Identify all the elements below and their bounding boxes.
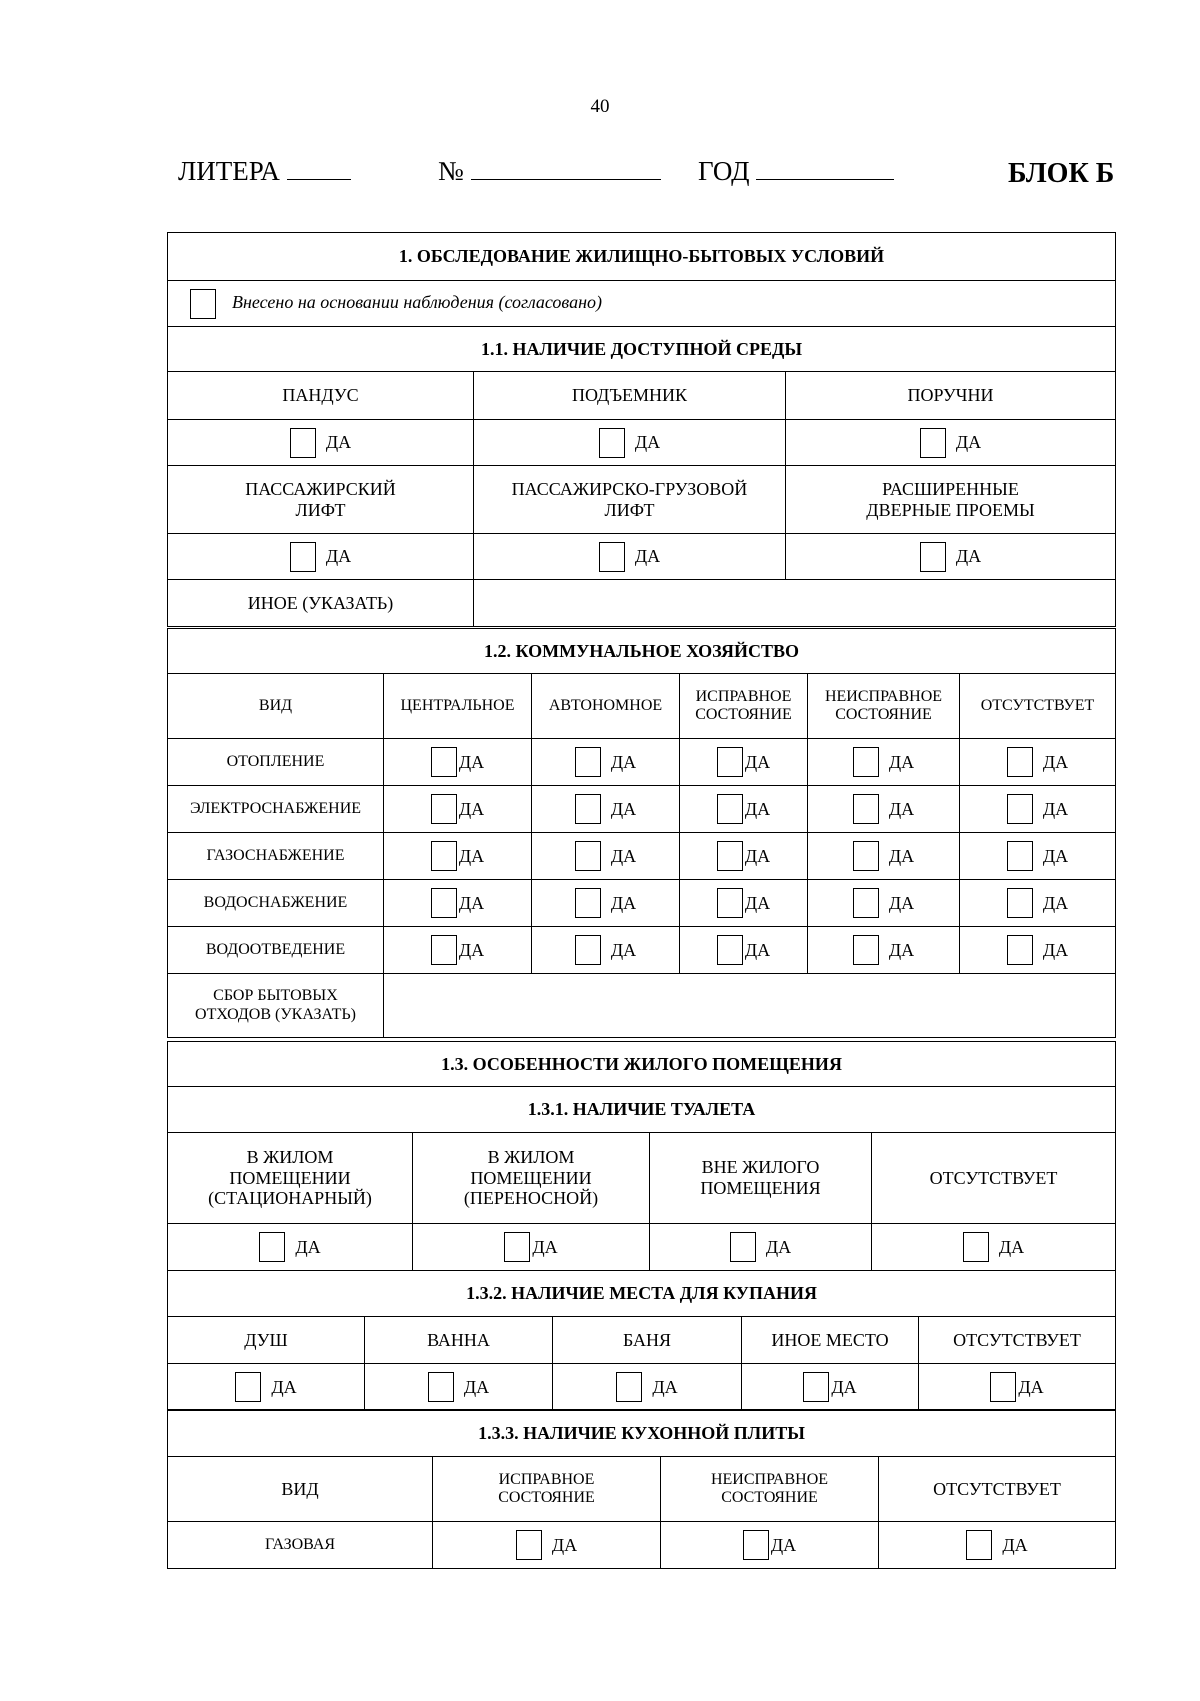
- row-label: ГАЗОСНАБЖЕНИЕ: [168, 833, 384, 880]
- column-header: ПОРУЧНИ: [786, 372, 1116, 420]
- bathing-table: [167, 1270, 1116, 1411]
- column-header: [433, 1457, 661, 1522]
- column-header: [413, 1133, 650, 1224]
- header-line: СОСТОЯНИЕ: [721, 1489, 818, 1506]
- yes-cell: [960, 927, 1116, 974]
- yes-cell: [433, 1522, 661, 1569]
- yes-label: ДА: [955, 432, 982, 453]
- yes-label: ДА: [1042, 798, 1069, 819]
- yes-label: ДА: [744, 798, 771, 819]
- column-header: [168, 1133, 413, 1224]
- other-input[interactable]: [474, 580, 1116, 627]
- checkbox[interactable]: [853, 747, 879, 777]
- column-header: ОТСУТСТВУЕТ: [872, 1133, 1116, 1224]
- label-line: СБОР БЫТОВЫХ: [213, 987, 338, 1005]
- header-line: НЕИСПРАВНОЕ: [710, 1470, 829, 1488]
- checkbox[interactable]: [1007, 747, 1033, 777]
- number-label: №: [438, 156, 464, 186]
- yes-cell: [680, 786, 808, 833]
- checkbox[interactable]: [990, 1372, 1016, 1402]
- section-title: 1.1. НАЛИЧИЕ ДОСТУПНОЙ СРЕДЫ: [168, 327, 1116, 372]
- column-header: [168, 466, 474, 534]
- header-line: ЛИФТ: [295, 499, 346, 520]
- column-header: [661, 1457, 879, 1522]
- column-header: [680, 674, 808, 739]
- observation-note: [168, 281, 1116, 327]
- section-title: 1.3. ОСОБЕННОСТИ ЖИЛОГО ПОМЕЩЕНИЯ: [168, 1042, 1116, 1087]
- checkbox[interactable]: [504, 1232, 530, 1262]
- column-header: ВИД: [168, 1457, 433, 1522]
- yes-cell: [168, 534, 474, 580]
- yes-cell: [384, 786, 532, 833]
- checkbox[interactable]: [431, 888, 457, 918]
- checkbox[interactable]: [1007, 888, 1033, 918]
- table-row: [168, 927, 1116, 974]
- column-header: [474, 466, 786, 534]
- yes-label: ДА: [1042, 939, 1069, 960]
- checkbox[interactable]: [516, 1530, 542, 1560]
- yes-cell: [474, 534, 786, 580]
- number-input[interactable]: [471, 157, 661, 180]
- subsection-title: 1.3.3. НАЛИЧИЕ КУХОННОЙ ПЛИТЫ: [168, 1410, 1116, 1457]
- year-label: ГОД: [698, 156, 750, 186]
- section-title: 1. ОБСЛЕДОВАНИЕ ЖИЛИЩНО-БЫТОВЫХ УСЛОВИЙ: [168, 233, 1116, 281]
- yes-cell: [808, 786, 960, 833]
- header-line: В ЖИЛОМ: [487, 1146, 575, 1167]
- yes-cell: [168, 1364, 365, 1411]
- checkbox[interactable]: [616, 1372, 642, 1402]
- yes-cell: [532, 786, 680, 833]
- litera-input[interactable]: [287, 157, 351, 180]
- yes-cell: [384, 927, 532, 974]
- yes-cell: [808, 880, 960, 927]
- yes-cell: [786, 534, 1116, 580]
- column-header: ОТСУТСТВУЕТ: [879, 1457, 1116, 1522]
- checkbox[interactable]: [575, 888, 601, 918]
- header-line: НЕИСПРАВНОЕ: [824, 687, 943, 705]
- checkbox[interactable]: [575, 935, 601, 965]
- yes-label: ДА: [458, 751, 485, 772]
- checkbox[interactable]: [717, 935, 743, 965]
- yes-label: ДА: [325, 546, 352, 567]
- column-header: ОТСУТСТВУЕТ: [960, 674, 1116, 739]
- yes-label: ДА: [295, 1236, 321, 1257]
- yes-cell: [650, 1224, 872, 1271]
- header-line: СОСТОЯНИЕ: [498, 1489, 595, 1506]
- checkbox[interactable]: [853, 888, 879, 918]
- checkbox[interactable]: [920, 542, 946, 572]
- checkbox[interactable]: [743, 1530, 769, 1560]
- header-line: ПОМЕЩЕНИИ: [470, 1167, 592, 1188]
- yes-cell: [532, 833, 680, 880]
- column-header: ВАННА: [365, 1317, 553, 1364]
- yes-cell: [680, 833, 808, 880]
- yes-label: ДА: [634, 432, 661, 453]
- number-field: [438, 156, 661, 187]
- yes-cell: [413, 1224, 650, 1271]
- yes-label: ДА: [831, 1376, 857, 1397]
- yes-label: ДА: [458, 939, 485, 960]
- other-label: ИНОЕ (УКАЗАТЬ): [168, 580, 474, 627]
- yes-label: ДА: [458, 798, 485, 819]
- year-field: [698, 156, 894, 187]
- checkbox[interactable]: [290, 428, 316, 458]
- yes-label: ДА: [1042, 892, 1069, 913]
- checkbox[interactable]: [730, 1232, 756, 1262]
- yes-label: ДА: [744, 939, 771, 960]
- yes-cell: [680, 739, 808, 786]
- stove-table: [167, 1409, 1116, 1569]
- column-header: ДУШ: [168, 1317, 365, 1364]
- utilities-rows: [168, 739, 1116, 974]
- column-header: [808, 674, 960, 739]
- row-label: ВОДОСНАБЖЕНИЕ: [168, 880, 384, 927]
- checkbox[interactable]: [431, 841, 457, 871]
- yes-label: ДА: [463, 1376, 490, 1397]
- toilet-table: [167, 1041, 1116, 1271]
- label-line: ОТХОДОВ (УКАЗАТЬ): [195, 1005, 356, 1023]
- yes-cell: [680, 927, 808, 974]
- checkbox[interactable]: [599, 428, 625, 458]
- yes-cell: [168, 420, 474, 466]
- yes-cell: [960, 880, 1116, 927]
- checkbox[interactable]: [575, 794, 601, 824]
- column-header: ВИД: [168, 674, 384, 739]
- yes-cell: [808, 927, 960, 974]
- column-header: ПАНДУС: [168, 372, 474, 420]
- yes-cell: [553, 1364, 742, 1411]
- checkbox[interactable]: [1007, 794, 1033, 824]
- yes-label: ДА: [1042, 751, 1069, 772]
- yes-cell: [960, 739, 1116, 786]
- checkbox[interactable]: [575, 747, 601, 777]
- checkbox[interactable]: [920, 428, 946, 458]
- checkbox[interactable]: [853, 935, 879, 965]
- yes-cell: [919, 1364, 1116, 1411]
- header-line: В ЖИЛОМ: [246, 1146, 334, 1167]
- yes-label: ДА: [744, 751, 771, 772]
- checkbox[interactable]: [853, 794, 879, 824]
- header-line: СОСТОЯНИЕ: [695, 706, 792, 723]
- yes-cell: [474, 420, 786, 466]
- yes-label: ДА: [770, 1534, 797, 1555]
- header-line: ЛИФТ: [604, 499, 655, 520]
- yes-label: ДА: [888, 798, 915, 819]
- yes-cell: [168, 1224, 413, 1271]
- checkbox[interactable]: [1007, 935, 1033, 965]
- accessibility-table: [167, 232, 1116, 627]
- yes-label: ДА: [955, 546, 982, 567]
- yes-label: ДА: [888, 751, 915, 772]
- checkbox[interactable]: [717, 794, 743, 824]
- checkbox[interactable]: [259, 1232, 285, 1262]
- yes-label: ДА: [888, 892, 915, 913]
- checkbox[interactable]: [717, 841, 743, 871]
- utilities-table: [167, 628, 1116, 1038]
- checkbox[interactable]: [235, 1372, 261, 1402]
- header-line: РАСШИРЕННЫЕ: [882, 478, 1019, 499]
- header-line: ВНЕ ЖИЛОГО: [701, 1157, 820, 1178]
- column-header: [786, 466, 1116, 534]
- yes-cell: [384, 739, 532, 786]
- checkbox[interactable]: [963, 1232, 989, 1262]
- year-input[interactable]: [756, 157, 894, 180]
- column-header: АВТОНОМНОЕ: [532, 674, 680, 739]
- column-header: ПОДЪЕМНИК: [474, 372, 786, 420]
- checkbox[interactable]: [431, 935, 457, 965]
- column-header: ОТСУТСТВУЕТ: [919, 1317, 1116, 1364]
- row-label: ВОДООТВЕДЕНИЕ: [168, 927, 384, 974]
- yes-label: ДА: [271, 1376, 297, 1397]
- yes-label: ДА: [610, 845, 637, 866]
- subsection-title: 1.3.1. НАЛИЧИЕ ТУАЛЕТА: [168, 1087, 1116, 1133]
- yes-label: ДА: [888, 939, 915, 960]
- yes-cell: [808, 833, 960, 880]
- yes-label: ДА: [551, 1534, 578, 1555]
- checkbox[interactable]: [428, 1372, 454, 1402]
- table-row: [168, 739, 1116, 786]
- yes-label: ДА: [458, 892, 485, 913]
- column-header: БАНЯ: [553, 1317, 742, 1364]
- row-label: ЭЛЕКТРОСНАБЖЕНИЕ: [168, 786, 384, 833]
- row-label: ОТОПЛЕНИЕ: [168, 739, 384, 786]
- checkbox[interactable]: [290, 542, 316, 572]
- checkbox[interactable]: [575, 841, 601, 871]
- yes-label: ДА: [1002, 1534, 1028, 1555]
- litera-field: [178, 156, 351, 187]
- table-row: [168, 880, 1116, 927]
- section-title: 1.2. КОММУНАЛЬНОЕ ХОЗЯЙСТВО: [168, 629, 1116, 674]
- yes-cell: [532, 927, 680, 974]
- header-line: ИСПРАВНОЕ: [498, 1470, 595, 1488]
- table-row: [168, 833, 1116, 880]
- checkbox[interactable]: [853, 841, 879, 871]
- yes-cell: [384, 833, 532, 880]
- yes-label: ДА: [458, 845, 485, 866]
- yes-cell: [786, 420, 1116, 466]
- table-row: [168, 786, 1116, 833]
- yes-label: ДА: [652, 1376, 678, 1397]
- yes-cell: [742, 1364, 919, 1411]
- yes-cell: [384, 880, 532, 927]
- header-line: ИСПРАВНОЕ: [695, 687, 792, 705]
- yes-label: ДА: [1018, 1376, 1044, 1397]
- checkbox[interactable]: [966, 1530, 992, 1560]
- yes-cell: [532, 739, 680, 786]
- column-header: [650, 1133, 872, 1224]
- header-line: ПАССАЖИРСКО-ГРУЗОВОЙ: [511, 478, 748, 499]
- checkbox[interactable]: [717, 888, 743, 918]
- yes-label: ДА: [765, 1236, 792, 1257]
- yes-label: ДА: [532, 1236, 558, 1257]
- header-line: ПОМЕЩЕНИИ: [229, 1167, 351, 1188]
- header-line: ПОМЕЩЕНИЯ: [700, 1178, 821, 1198]
- yes-label: ДА: [325, 432, 352, 453]
- yes-cell: [808, 739, 960, 786]
- note-text: Внесено на основании наблюдения (согласовано): [232, 291, 603, 312]
- yes-label: ДА: [998, 1236, 1025, 1257]
- yes-cell: [879, 1522, 1116, 1569]
- column-header: ИНОЕ МЕСТО: [742, 1317, 919, 1364]
- yes-label: ДА: [610, 892, 637, 913]
- page-number: 40: [590, 96, 610, 117]
- yes-cell: [960, 786, 1116, 833]
- checkbox[interactable]: [599, 542, 625, 572]
- header-line: СОСТОЯНИЕ: [835, 706, 932, 723]
- yes-label: ДА: [744, 892, 771, 913]
- block-label: БЛОК Б: [1008, 158, 1115, 189]
- yes-cell: [872, 1224, 1116, 1271]
- header-line: (ПЕРЕНОСНОЙ): [463, 1188, 599, 1209]
- yes-label: ДА: [744, 845, 771, 866]
- yes-cell: [532, 880, 680, 927]
- yes-cell: [680, 880, 808, 927]
- litera-label: ЛИТЕРА: [178, 156, 280, 186]
- column-header: ЦЕНТРАЛЬНОЕ: [384, 674, 532, 739]
- checkbox[interactable]: [717, 747, 743, 777]
- yes-label: ДА: [1042, 845, 1069, 866]
- header-line: ДВЕРНЫЕ ПРОЕМЫ: [866, 499, 1035, 520]
- row-label: ГАЗОВАЯ: [168, 1522, 433, 1569]
- yes-label: ДА: [634, 546, 661, 567]
- yes-label: ДА: [610, 798, 637, 819]
- yes-cell: [365, 1364, 553, 1411]
- yes-cell: [661, 1522, 879, 1569]
- waste-input[interactable]: [384, 974, 1116, 1038]
- yes-label: ДА: [888, 845, 915, 866]
- checkbox[interactable]: [1007, 841, 1033, 871]
- header-line: (СТАЦИОНАРНЫЙ): [208, 1188, 372, 1209]
- checkbox[interactable]: [190, 289, 216, 319]
- checkbox[interactable]: [431, 794, 457, 824]
- yes-cell: [960, 833, 1116, 880]
- yes-label: ДА: [610, 751, 637, 772]
- checkbox[interactable]: [803, 1372, 829, 1402]
- row-label: [168, 974, 384, 1038]
- subsection-title: 1.3.2. НАЛИЧИЕ МЕСТА ДЛЯ КУПАНИЯ: [168, 1271, 1116, 1317]
- header-line: ПАССАЖИРСКИЙ: [245, 478, 396, 499]
- checkbox[interactable]: [431, 747, 457, 777]
- yes-label: ДА: [610, 939, 637, 960]
